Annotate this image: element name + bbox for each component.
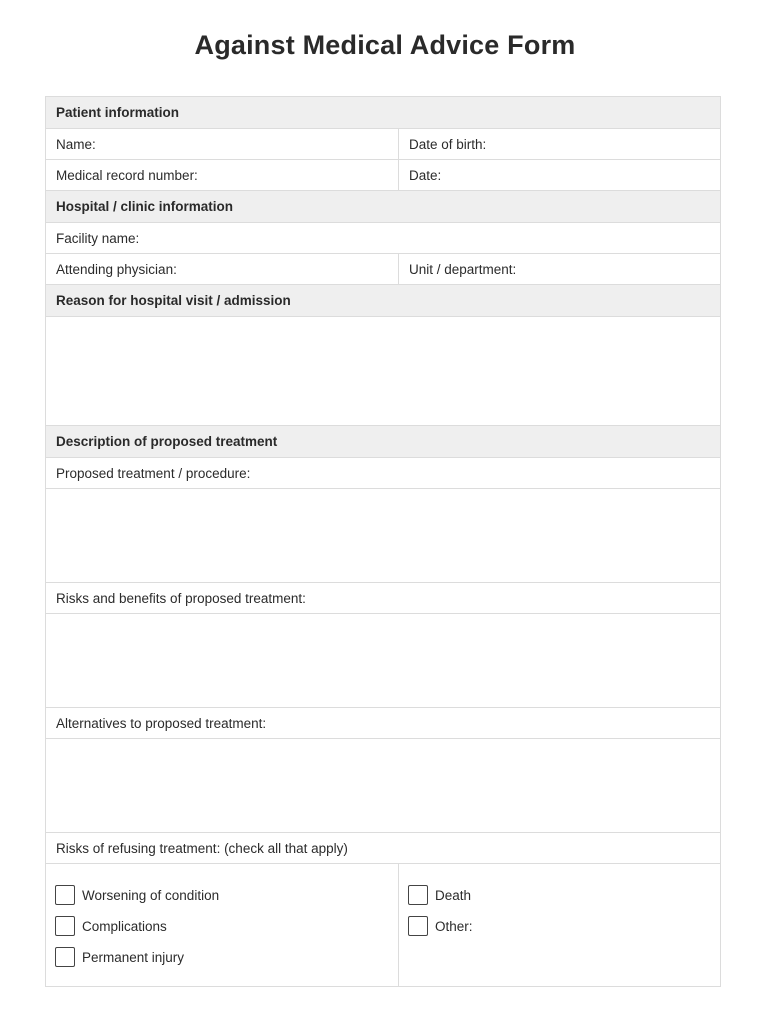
proposed-treatment-label: Proposed treatment / procedure: <box>56 465 251 481</box>
checkbox-label: Death <box>435 887 472 903</box>
alternatives-blank[interactable] <box>46 739 720 832</box>
checkbox-label: Other: <box>435 918 473 934</box>
section-header-hospital: Hospital / clinic information <box>56 199 234 214</box>
medical-record-number-field[interactable]: Medical record number: <box>46 160 399 190</box>
section-header-reason: Reason for hospital visit / admission <box>56 293 291 308</box>
row-name-dob <box>46 129 720 160</box>
refusal-risks-label: Risks of refusing treatment: (check all that apply) <box>56 840 348 856</box>
section-reason-for-visit <box>46 285 720 317</box>
checkbox-item-complications[interactable] <box>55 914 398 938</box>
checkbox-other[interactable] <box>408 916 428 936</box>
row-risks-benefits-label <box>46 583 720 614</box>
row-refusal-risks-label <box>46 833 720 864</box>
checkbox-item-permanent-injury[interactable] <box>55 945 398 969</box>
checkbox-column-left <box>46 864 399 986</box>
checkbox-item-death[interactable] <box>408 883 720 907</box>
row-alternatives-label <box>46 708 720 739</box>
risks-benefits-text-area[interactable] <box>46 614 720 708</box>
row-facility <box>46 223 720 254</box>
section-hospital-information <box>46 191 720 223</box>
row-proposed-procedure-label <box>46 458 720 489</box>
checkbox-item-other[interactable] <box>408 914 720 938</box>
risks-benefits-label: Risks and benefits of proposed treatment: <box>56 590 306 606</box>
checkbox-complications[interactable] <box>55 916 75 936</box>
risks-benefits-blank[interactable] <box>46 614 720 707</box>
checkbox-death[interactable] <box>408 885 428 905</box>
checkbox-item-worsening[interactable] <box>55 883 398 907</box>
checkbox-label: Worsening of condition <box>82 887 220 903</box>
checkbox-column-right <box>399 864 720 986</box>
checkbox-label: Permanent injury <box>82 949 185 965</box>
checkbox-permanent-injury[interactable] <box>55 947 75 967</box>
facility-name-field[interactable]: Facility name: <box>56 230 140 246</box>
section-header-treatment: Description of proposed treatment <box>56 434 278 449</box>
checkbox-label: Complications <box>82 918 167 934</box>
refusal-risks-checkboxes <box>46 864 720 986</box>
reason-text-area[interactable] <box>46 317 720 426</box>
section-proposed-treatment <box>46 426 720 458</box>
date-of-birth-field[interactable]: Date of birth: <box>409 136 487 152</box>
date-field[interactable]: Date: <box>409 167 442 183</box>
name-field[interactable]: Name: <box>46 129 399 159</box>
form-title: Against Medical Advice Form <box>194 30 576 60</box>
alternatives-text-area[interactable] <box>46 739 720 833</box>
proposed-treatment-blank[interactable] <box>46 489 720 582</box>
reason-blank[interactable] <box>46 317 720 425</box>
row-physician-unit <box>46 254 720 285</box>
section-header-patient: Patient information <box>56 105 180 120</box>
ama-form <box>45 96 721 987</box>
section-patient-information <box>46 97 720 129</box>
checkbox-worsening-of-condition[interactable] <box>55 885 75 905</box>
alternatives-label: Alternatives to proposed treatment: <box>56 715 267 731</box>
attending-physician-field[interactable]: Attending physician: <box>46 254 399 284</box>
unit-department-field[interactable]: Unit / department: <box>409 261 517 277</box>
row-mrn-date <box>46 160 720 191</box>
proposed-treatment-text-area[interactable] <box>46 489 720 583</box>
